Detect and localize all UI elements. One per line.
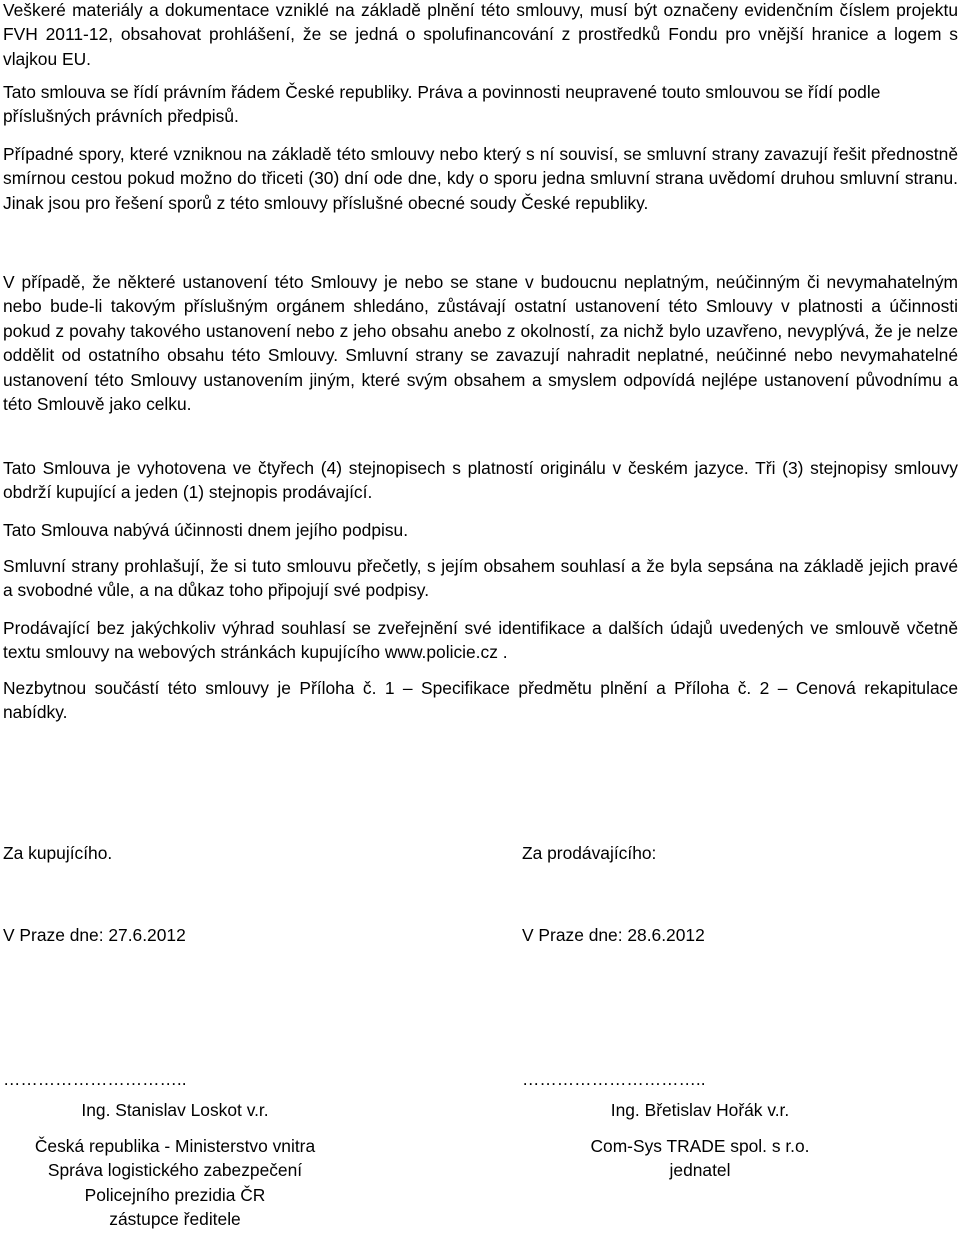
buyer-label: Za kupujícího. bbox=[3, 843, 113, 863]
seller-signature-line: ………………………….. bbox=[522, 1069, 706, 1089]
paragraph-governing-law: Tato smlouva se řídí právním řádem České republiky. Práva a povinnosti neupravené touto smlouvou se řídí podle příslušných právních předpisů. bbox=[3, 82, 881, 127]
buyer-name: Ing. Stanislav Loskot v.r. bbox=[81, 1100, 269, 1120]
seller-name: Ing. Břetislav Hořák v.r. bbox=[610, 1100, 790, 1120]
paragraph-counterparts: Tato Smlouva je vyhotovena ve čtyřech (4) stejnopisech s platností originálu v českém jazyce. Tři (3) stejnopisy smlouvy obdrží kupující a jeden (1) stejnopis prodávající. bbox=[3, 458, 958, 503]
buyer-org-line1: Česká republika - Ministerstvo vnitra bbox=[34, 1135, 316, 1156]
seller-label: Za prodávajícího: bbox=[522, 843, 657, 863]
paragraph-declaration: Smluvní strany prohlašují, že si tuto smlouvu přečetly, s jejím obsahem souhlasí a že byla sepsána na základě jejich pravé a svobodné vůle, a na důkaz toho připojují své podpisy. bbox=[3, 556, 958, 601]
buyer-signature-line: ………………………….. bbox=[3, 1069, 187, 1089]
paragraph-annexes: Nezbytnou součástí této smlouvy je Příloha č. 1 – Specifikace předmětu plnění a Příloha č. 2 – Cenová rekapitulace nabídky. bbox=[3, 678, 958, 723]
seller-signatory-block bbox=[545, 1098, 855, 1183]
paragraph-materials: Veškeré materiály a dokumentace vzniklé na základě plnění této smlouvy, musí být označeny evidenčním číslem projektu FVH 2011-12, obsahovat prohlášení, že se jedná o spolufinancování z prostředků Fondu pro vnější hranice a logem s vlajkou EU. bbox=[3, 0, 958, 69]
paragraph-severability: V případě, že některé ustanovení této Smlouvy je nebo se stane v budoucnu neplatným, neúčinným či nevymahatelným nebo bude-li takovým příslušným orgánem shledáno, zůstávají ostatní ustanovení této Smlouvy v platnosti a účinnosti pokud z povahy takového ustanovení nebo z jeho obsahu anebo z okolností, za nichž bylo uzavřeno, nevyplývá, že je nelze oddělit od ostatního obsahu této Smlouvy. Smluvní strany se zavazují nahradit neplatné, neúčinné nebo nevymahatelné ustanovení této Smlouvy ustanovením jiným, které svým obsahem a smyslem odpovídá nejlépe ustanovení původnímu a této Smlouvě jako celku. bbox=[3, 272, 958, 415]
paragraph-disputes: Případné spory, které vzniknou na základě této smlouvy nebo který s ní souvisí, se smluvní strany zavazují řešit přednostně smírnou cestou pokud možno do třiceti (30) dní ode dne, kdy o sporu jedna smluvní strana uvědomí druhou smluvní stranu. Jinak jsou pro řešení sporů z této smlouvy příslušné obecné soudy České republiky. bbox=[3, 144, 958, 213]
seller-org-line1: Com-Sys TRADE spol. s r.o. bbox=[590, 1135, 810, 1156]
seller-date: V Praze dne: 28.6.2012 bbox=[522, 925, 705, 945]
buyer-date: V Praze dne: 27.6.2012 bbox=[3, 925, 186, 945]
buyer-signatory-block bbox=[0, 1098, 350, 1232]
seller-org-line2: jednatel bbox=[669, 1160, 731, 1181]
buyer-org-line2: Správa logistického zabezpečení bbox=[47, 1160, 303, 1181]
buyer-org-line4: zástupce ředitele bbox=[109, 1209, 241, 1230]
buyer-org-line3: Policejního prezidia ČR bbox=[84, 1184, 266, 1205]
paragraph-effectiveness: Tato Smlouva nabývá účinnosti dnem jejího podpisu. bbox=[3, 520, 409, 540]
paragraph-publication: Prodávající bez jakýchkoliv výhrad souhlasí se zveřejnění své identifikace a dalších údajů uvedených ve smlouvě včetně textu smlouvy na webových stránkách kupujícího www.policie.cz . bbox=[3, 618, 958, 663]
